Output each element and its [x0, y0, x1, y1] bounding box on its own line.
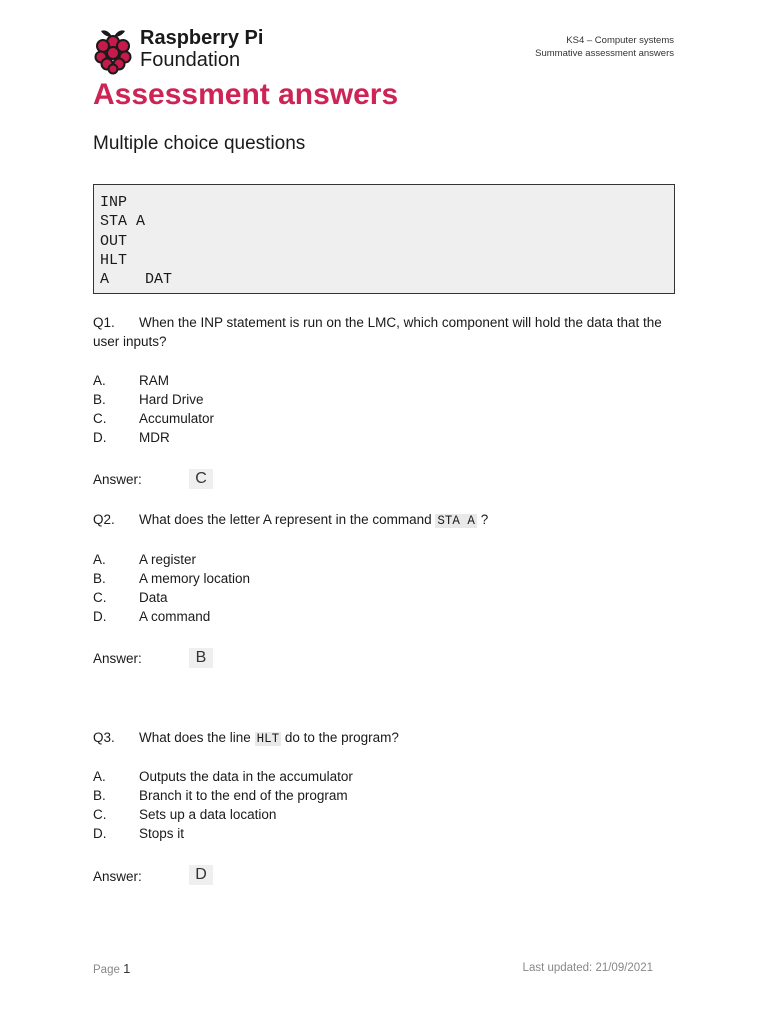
option-letter: D.: [93, 609, 107, 624]
question-text: What does the line: [139, 730, 255, 745]
option-text: Hard Drive: [139, 392, 204, 407]
code-line: INP: [100, 194, 128, 211]
option-c: [93, 588, 168, 607]
document-type-label: Summative assessment answers: [535, 48, 674, 59]
code-line: A DAT: [100, 271, 173, 289]
option-text: A register: [139, 552, 197, 567]
option-letter: D.: [93, 826, 107, 841]
answer-value: B: [189, 648, 213, 668]
question-text-end: do to the program?: [281, 730, 399, 745]
option-text: Branch it to the end of the program: [139, 788, 348, 803]
page-footer-number: [93, 961, 130, 976]
course-label: KS4 – Computer systems: [566, 35, 674, 46]
option-d: [93, 824, 184, 843]
option-d: [93, 607, 210, 626]
option-b: [93, 390, 204, 409]
option-letter: D.: [93, 430, 107, 445]
option-a: [93, 767, 353, 786]
section-heading: Multiple choice questions: [93, 133, 306, 154]
option-c: [93, 409, 214, 428]
option-letter: A.: [93, 373, 106, 388]
option-a: [93, 550, 196, 569]
option-text: MDR: [139, 430, 170, 445]
option-b: [93, 569, 250, 588]
option-d: [93, 428, 170, 447]
page-label: Page: [93, 964, 120, 976]
option-text: A memory location: [139, 571, 251, 586]
question-2: [93, 510, 675, 531]
header-meta: [535, 34, 674, 60]
question-number: Q2.: [93, 512, 115, 527]
question-3: [93, 728, 675, 749]
question-1: [93, 313, 675, 351]
inline-code: HLT: [256, 732, 280, 746]
page-number: 1: [123, 961, 131, 976]
option-text: Data: [139, 590, 168, 605]
option-letter: C.: [93, 590, 107, 605]
inline-code: STA A: [437, 514, 475, 528]
option-letter: C.: [93, 807, 107, 822]
option-c: [93, 805, 276, 824]
option-letter: C.: [93, 411, 107, 426]
question-number: Q1.: [93, 315, 115, 330]
option-a: [93, 371, 169, 390]
option-text: Stops it: [139, 826, 185, 841]
option-text: A command: [139, 609, 211, 624]
org-name-line1: Raspberry Pi: [140, 27, 264, 49]
code-line: HLT: [100, 251, 128, 269]
page-title: Assessment answers: [93, 78, 399, 111]
question-number: Q3.: [93, 730, 115, 745]
option-text: RAM: [139, 373, 169, 388]
option-text: Outputs the data in the accumulator: [139, 769, 353, 784]
answer-label: Answer:: [93, 472, 142, 487]
answer-value: D: [189, 865, 213, 885]
option-letter: A.: [93, 769, 106, 784]
code-block: [93, 184, 675, 294]
option-b: [93, 786, 348, 805]
code-line: OUT: [100, 232, 128, 250]
option-letter: A.: [93, 552, 106, 567]
question-text-end: ?: [476, 512, 489, 527]
option-letter: B.: [93, 571, 106, 586]
answer-label: Answer:: [93, 869, 142, 884]
option-text: Sets up a data location: [139, 807, 277, 822]
code-line: STA A: [100, 213, 146, 231]
option-letter: B.: [93, 788, 106, 803]
org-name-line2: Foundation: [140, 49, 241, 71]
answer-value: C: [189, 469, 213, 489]
question-text: What does the letter A represent in the command: [139, 512, 436, 527]
last-updated: Last updated: 21/09/2021: [522, 962, 653, 974]
answer-label: Answer:: [93, 651, 142, 666]
raspberry-icon: [93, 25, 133, 75]
question-text: When the INP statement is run on the LMC, which component will hold the data that the user inputs?: [93, 315, 662, 349]
option-letter: B.: [93, 392, 106, 407]
option-text: Accumulator: [139, 411, 215, 426]
raspberry-pi-logo: [93, 25, 263, 75]
